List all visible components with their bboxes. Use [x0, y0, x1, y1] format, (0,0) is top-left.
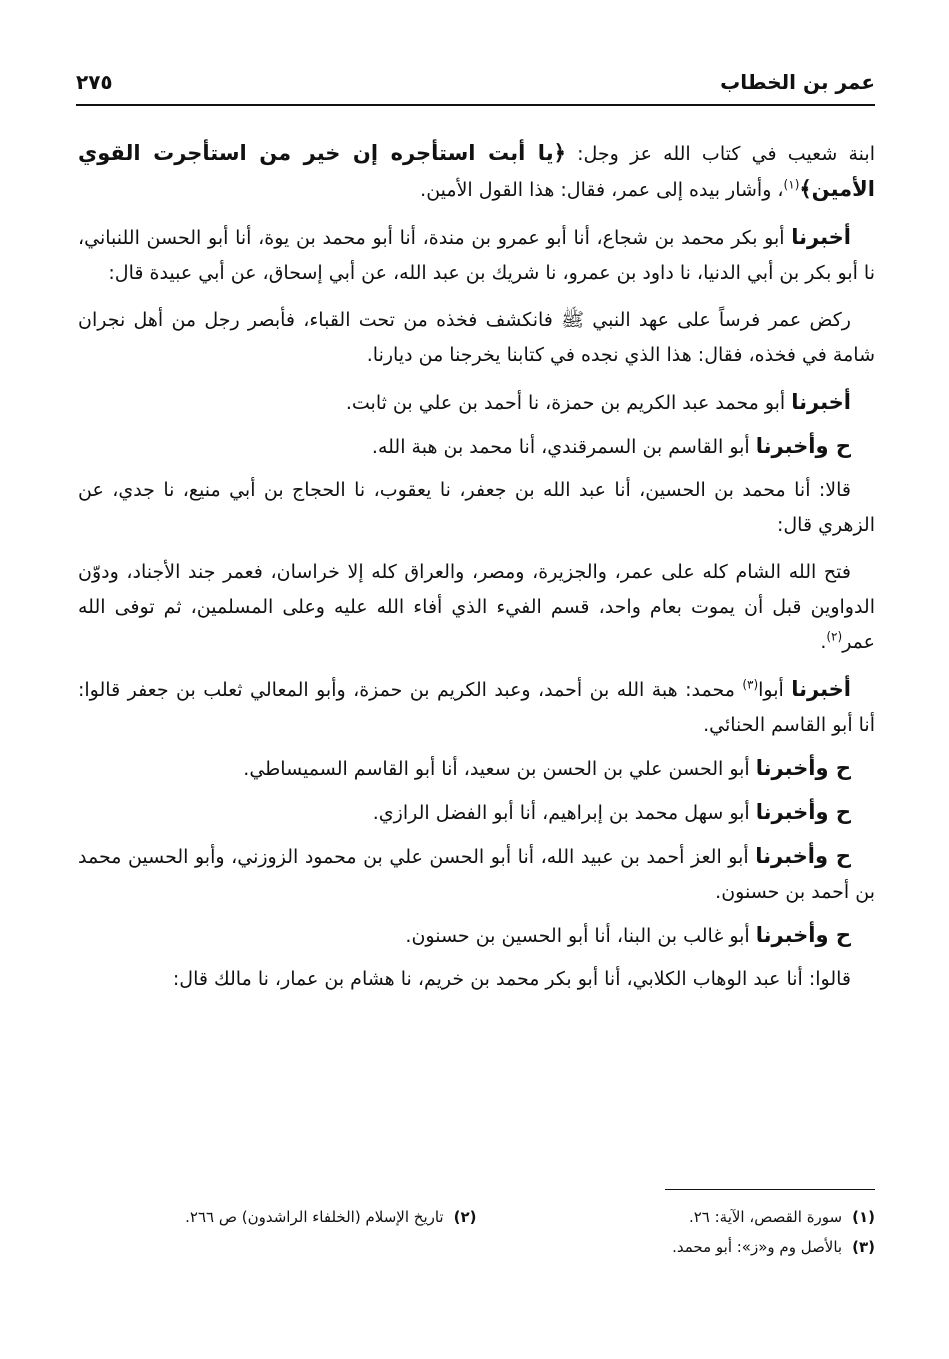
footnote-2	[78, 1202, 477, 1232]
isnad-keyword: أخبرنا	[791, 390, 851, 414]
footnote-number: (٢)	[453, 1208, 477, 1226]
paragraph-text: ابنة شعيب في كتاب الله عز وجل:	[565, 143, 875, 165]
paragraph-text: فتح الله الشام كله على عمر، والجزيرة، ومصر، والعراق كله إلا خراسان، فعمر جند الأجناد، ودوّن الدواوين قبل أن يموت بعام واحد، قسم الفيء الذي أفاء الله عليه وعلى المسلمين، ثم توفى الله عمر	[78, 561, 875, 653]
paragraph-7	[78, 555, 875, 660]
paragraph-6	[78, 473, 875, 543]
paragraph-text: أبو غالب بن البنا، أنا أبو الحسين بن حسنون.	[405, 925, 756, 947]
isnad-keyword: أخبرنا	[791, 225, 851, 249]
paragraph-2	[78, 220, 875, 291]
isnad-keyword: ح وأخبرنا	[755, 756, 851, 780]
quran-quote: ﴿يا أبت استأجره إن خير من استأجرت القوي الأمين﴾	[78, 141, 875, 201]
paragraph-text: ركض عمر فرساً على عهد النبي ﷺ فانكشف فخذه من تحت القباء، فأبصر رجل من أهل نجران شامة في فخذه، فقال: هذا الذي نجده في كتابنا يخرجنا من ديارنا.	[78, 309, 875, 366]
paragraph-13	[78, 962, 875, 997]
footnote-marker: (٢)	[826, 629, 843, 644]
running-title: عمر بن الخطاب	[720, 70, 875, 94]
footnote-number: (١)	[852, 1208, 875, 1226]
header-rule	[76, 104, 875, 106]
footnote-marker: (٣)	[742, 677, 759, 692]
paragraph-4	[78, 385, 875, 421]
footnote-text: بالأصل وم و«ز»: أبو محمد.	[672, 1238, 843, 1256]
paragraph-11	[78, 839, 875, 910]
footnote-3	[477, 1232, 876, 1262]
footnote-text: تاريخ الإسلام (الخلفاء الراشدون) ص ٢٦٦.	[185, 1208, 444, 1226]
paragraph-text: محمد: هبة الله بن أحمد، وعبد الكريم بن حمزة، وأبو المعالي ثعلب بن جعفر قالوا: أنا أبو القاسم الحنائي.	[78, 679, 875, 736]
paragraph-3	[78, 303, 875, 373]
paragraph-text: .	[820, 631, 827, 653]
footnote-row	[78, 1232, 875, 1262]
footnote-rule	[665, 1189, 875, 1190]
footnote-1	[477, 1202, 876, 1232]
paragraph-text: أبو العز أحمد بن عبيد الله، أنا أبو الحسن علي بن محمود الزوزني، وأبو الحسين محمد بن أحمد بن حسنون.	[78, 846, 875, 903]
paragraph-text: قالا: أنا محمد بن الحسين، أنا عبد الله بن جعفر، نا يعقوب، نا الحجاج بن أبي منيع، نا جدي، عن الزهري قال:	[78, 479, 875, 536]
paragraph-text: أبو القاسم بن السمرقندي، أنا محمد بن هبة الله.	[371, 436, 756, 458]
footnote-marker: (١)	[783, 177, 800, 192]
footnote-row	[78, 1202, 875, 1232]
paragraph-text: أبو محمد عبد الكريم بن حمزة، نا أحمد بن علي بن ثابت.	[345, 392, 792, 414]
page-header	[76, 62, 875, 102]
paragraph-text: أبو الحسن علي بن الحسن بن سعيد، أنا أبو القاسم السميساطي.	[243, 758, 756, 780]
paragraph-5	[78, 429, 875, 465]
paragraph-12	[78, 918, 875, 954]
paragraph-text: أبو سهل محمد بن إبراهيم، أنا أبو الفضل الرازي.	[372, 802, 756, 824]
isnad-keyword: ح وأخبرنا	[755, 434, 851, 458]
paragraph-10	[78, 795, 875, 831]
isnad-keyword: ح وأخبرنا	[755, 923, 851, 947]
paragraph-text: ، وأشار بيده إلى عمر، فقال: هذا القول الأمين.	[420, 179, 784, 201]
paragraph-text: أبو بكر محمد بن شجاع، أنا أبو عمرو بن مندة، أنا أبو محمد بن يوة، أنا أبو الحسن اللنباني، نا أبو بكر بن أبي الدنيا، نا داود بن عمرو، نا شريك بن عبد الله، عن أبي إسحاق، عن أبي عبيدة قال:	[78, 227, 875, 284]
paragraph-1	[78, 136, 875, 208]
footnote-text: سورة القصص، الآية: ٢٦.	[688, 1208, 843, 1226]
page-number: ٢٧٥	[76, 70, 113, 94]
main-text	[78, 136, 875, 1009]
paragraph-8	[78, 672, 875, 743]
footnote-number: (٣)	[852, 1238, 875, 1256]
isnad-keyword: أخبرنا	[791, 677, 851, 701]
isnad-keyword: ح وأخبرنا	[755, 844, 851, 868]
paragraph-text: أبوا	[758, 679, 792, 701]
isnad-keyword: ح وأخبرنا	[755, 800, 851, 824]
paragraph-9	[78, 751, 875, 787]
paragraph-text: قالوا: أنا عبد الوهاب الكلابي، أنا أبو بكر محمد بن خريم، نا هشام بن عمار، نا مالك قال:	[172, 968, 851, 990]
footnotes	[78, 1202, 875, 1262]
